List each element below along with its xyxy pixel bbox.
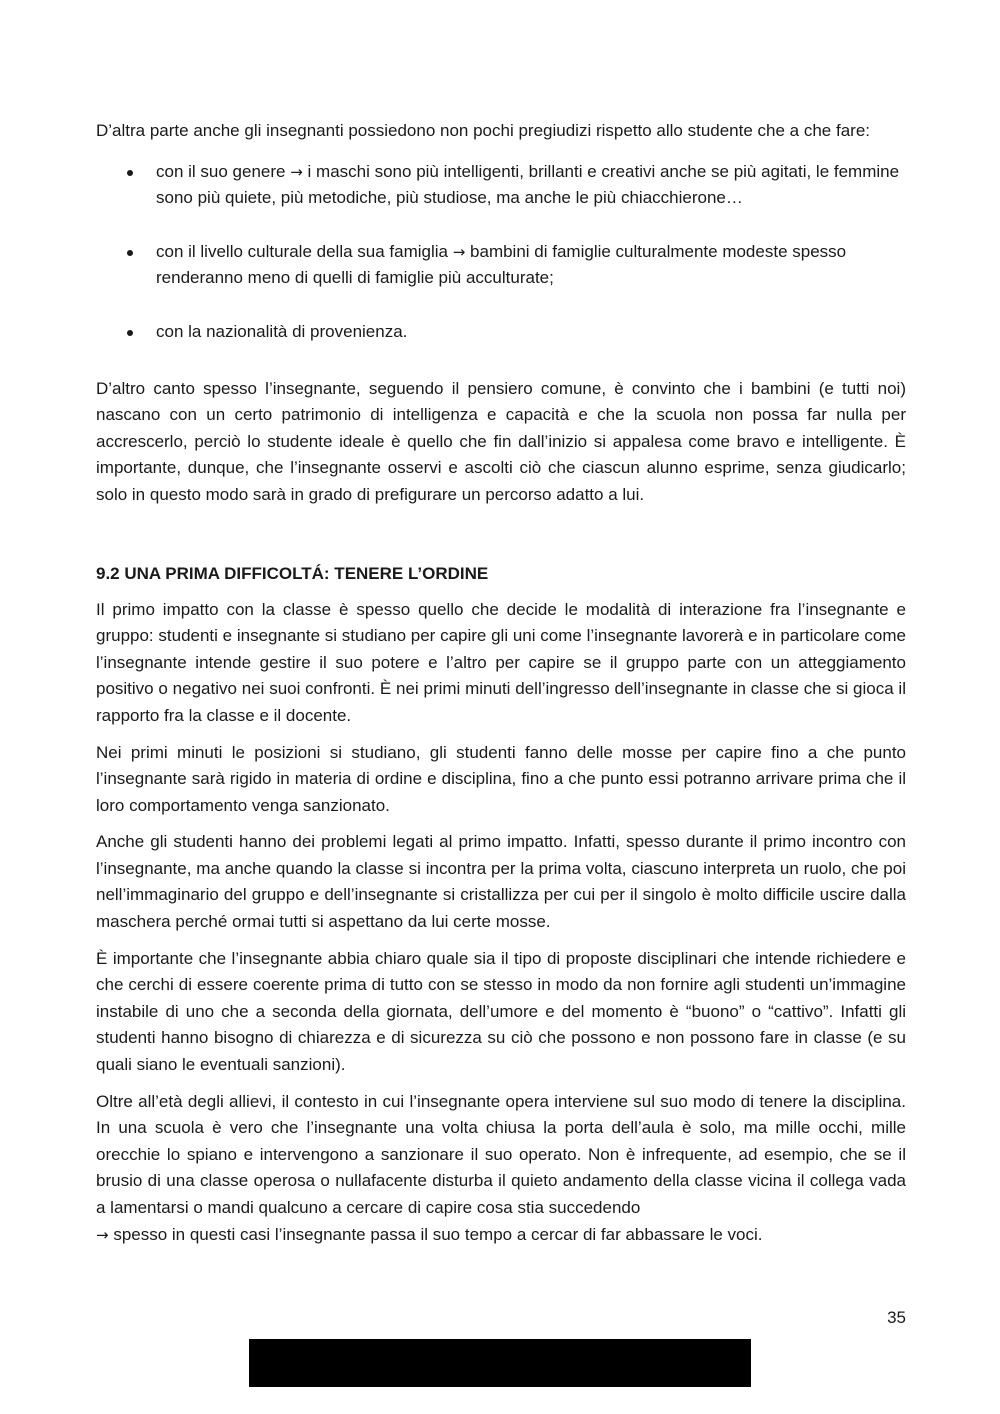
list-item — [96, 319, 906, 346]
list-item — [96, 239, 906, 292]
intro-paragraph: D’altra parte anche gli insegnanti possiedono non pochi pregiudizi rispetto allo studente che a che fare: — [96, 121, 870, 140]
body-paragraph: D’altro canto spesso l’insegnante, seguendo il pensiero comune, è convinto che i bambini (e tutti noi) nascano con un certo patrimonio di intelligenza e capacità e che la scuola non possa far nulla per accrescerlo, perciò lo studente ideale è quello che fin dall’inizio si appalesa come bravo e intelligente. È importante, dunque, che l’insegnante osservi e ascolti ciò che ciascun alunno esprime, senza giudicarlo; solo in questo modo sarà in grado di prefigurare un percorso adatto a lui. — [96, 378, 906, 504]
bullet-icon — [127, 250, 133, 256]
final-line — [96, 1222, 906, 1249]
redaction-bar — [249, 1339, 751, 1387]
final-line-text: spesso in questi casi l’insegnante passa il suo tempo a cercar di far abbassare le voci. — [113, 1224, 763, 1244]
body-paragraph: Oltre all’età degli allievi, il contesto in cui l’insegnante opera interviene sul suo modo di tenere la disciplina. In una scuola è vero che l’insegnante una volta chiusa la porta dell’aula è solo, ma mille occhi, mille orecchie lo spiano e intervengono a sanzionare il suo operato. Non è infrequente, ad esempio, che se il brusio di una classe operosa o nullafacente disturba il quieto andamento della classe vicina il collega vada a lamentarsi o mandi qualcuno a cercare di capire cosa stia succedendo — [96, 1091, 906, 1217]
list-item-lead: con il livello culturale della sua famiglia — [156, 241, 448, 261]
list-item-text: i maschi sono più intelligenti, brillanti e creativi anche se più agitati, le femmine sono più quiete, più metodiche, più studiose, ma anche le più chiacchierone… — [156, 161, 900, 208]
list-item-text: bambini di famiglie culturalmente modeste spesso renderanno meno di quelli di famiglie più acculturate; — [156, 241, 847, 288]
right-arrow-icon: → — [96, 1225, 109, 1244]
bullet-icon — [127, 330, 133, 336]
body-paragraph: Il primo impatto con la classe è spesso quello che decide le modalità di interazione fra l’insegnante e gruppo: studenti e insegnante si studiano per capire gli uni come l’insegnante lavorerà e in particolare come l’insegnante intende gestire il suo potere e l’altro per capire se il gruppo parte con un atteggiamento positivo o negativo nei suoi confronti. È nei primi minuti dell’ingresso dell’insegnante in classe che si gioca il rapporto fra la classe e il docente. — [96, 599, 906, 725]
page-content — [96, 118, 906, 1248]
right-arrow-icon: → — [290, 162, 303, 181]
section-heading: 9.2 UNA PRIMA DIFFICOLTÁ: TENERE L’ORDINE — [96, 563, 489, 583]
list-item-lead: con il suo genere — [156, 161, 286, 181]
list-item-lead: con la nazionalità di provenienza. — [156, 321, 408, 341]
prejudice-list — [96, 159, 906, 346]
bullet-icon — [127, 170, 133, 176]
body-paragraph: È importante che l’insegnante abbia chiaro quale sia il tipo di proposte disciplinari che intende richiedere e che cerchi di essere coerente prima di tutto con se stesso in modo da non fornire agli studenti un’immagine instabile di uno che a seconda della giornata, dell’umore e del momento è “buono” o “cattivo”. Infatti gli studenti hanno bisogno di chiarezza e di sicurezza su ciò che possono e non possono fare in classe (e su quali siano le eventuali sanzioni). — [96, 948, 906, 1075]
page-number: 35 — [887, 1308, 906, 1327]
body-paragraph: Anche gli studenti hanno dei problemi legati al primo impatto. Infatti, spesso durante il primo incontro con l’insegnante, ma anche quando la classe si incontra per la prima volta, ciascuno interpreta un ruolo, che poi nell’immaginario del gruppo e dell’insegnante si cristallizza per cui per il singolo è molto difficile uscire dalla maschera perché ormai tutti si aspettano da lui certe mosse. — [96, 832, 906, 932]
list-item — [96, 159, 906, 212]
right-arrow-icon: → — [452, 242, 466, 261]
body-paragraph: Nei primi minuti le posizioni si studiano, gli studenti fanno delle mosse per capire fino a che punto l’insegnante sarà rigido in materia di ordine e disciplina, fino a che punto essi potranno arrivare prima che il loro comportamento venga sanzionato. — [96, 742, 906, 815]
